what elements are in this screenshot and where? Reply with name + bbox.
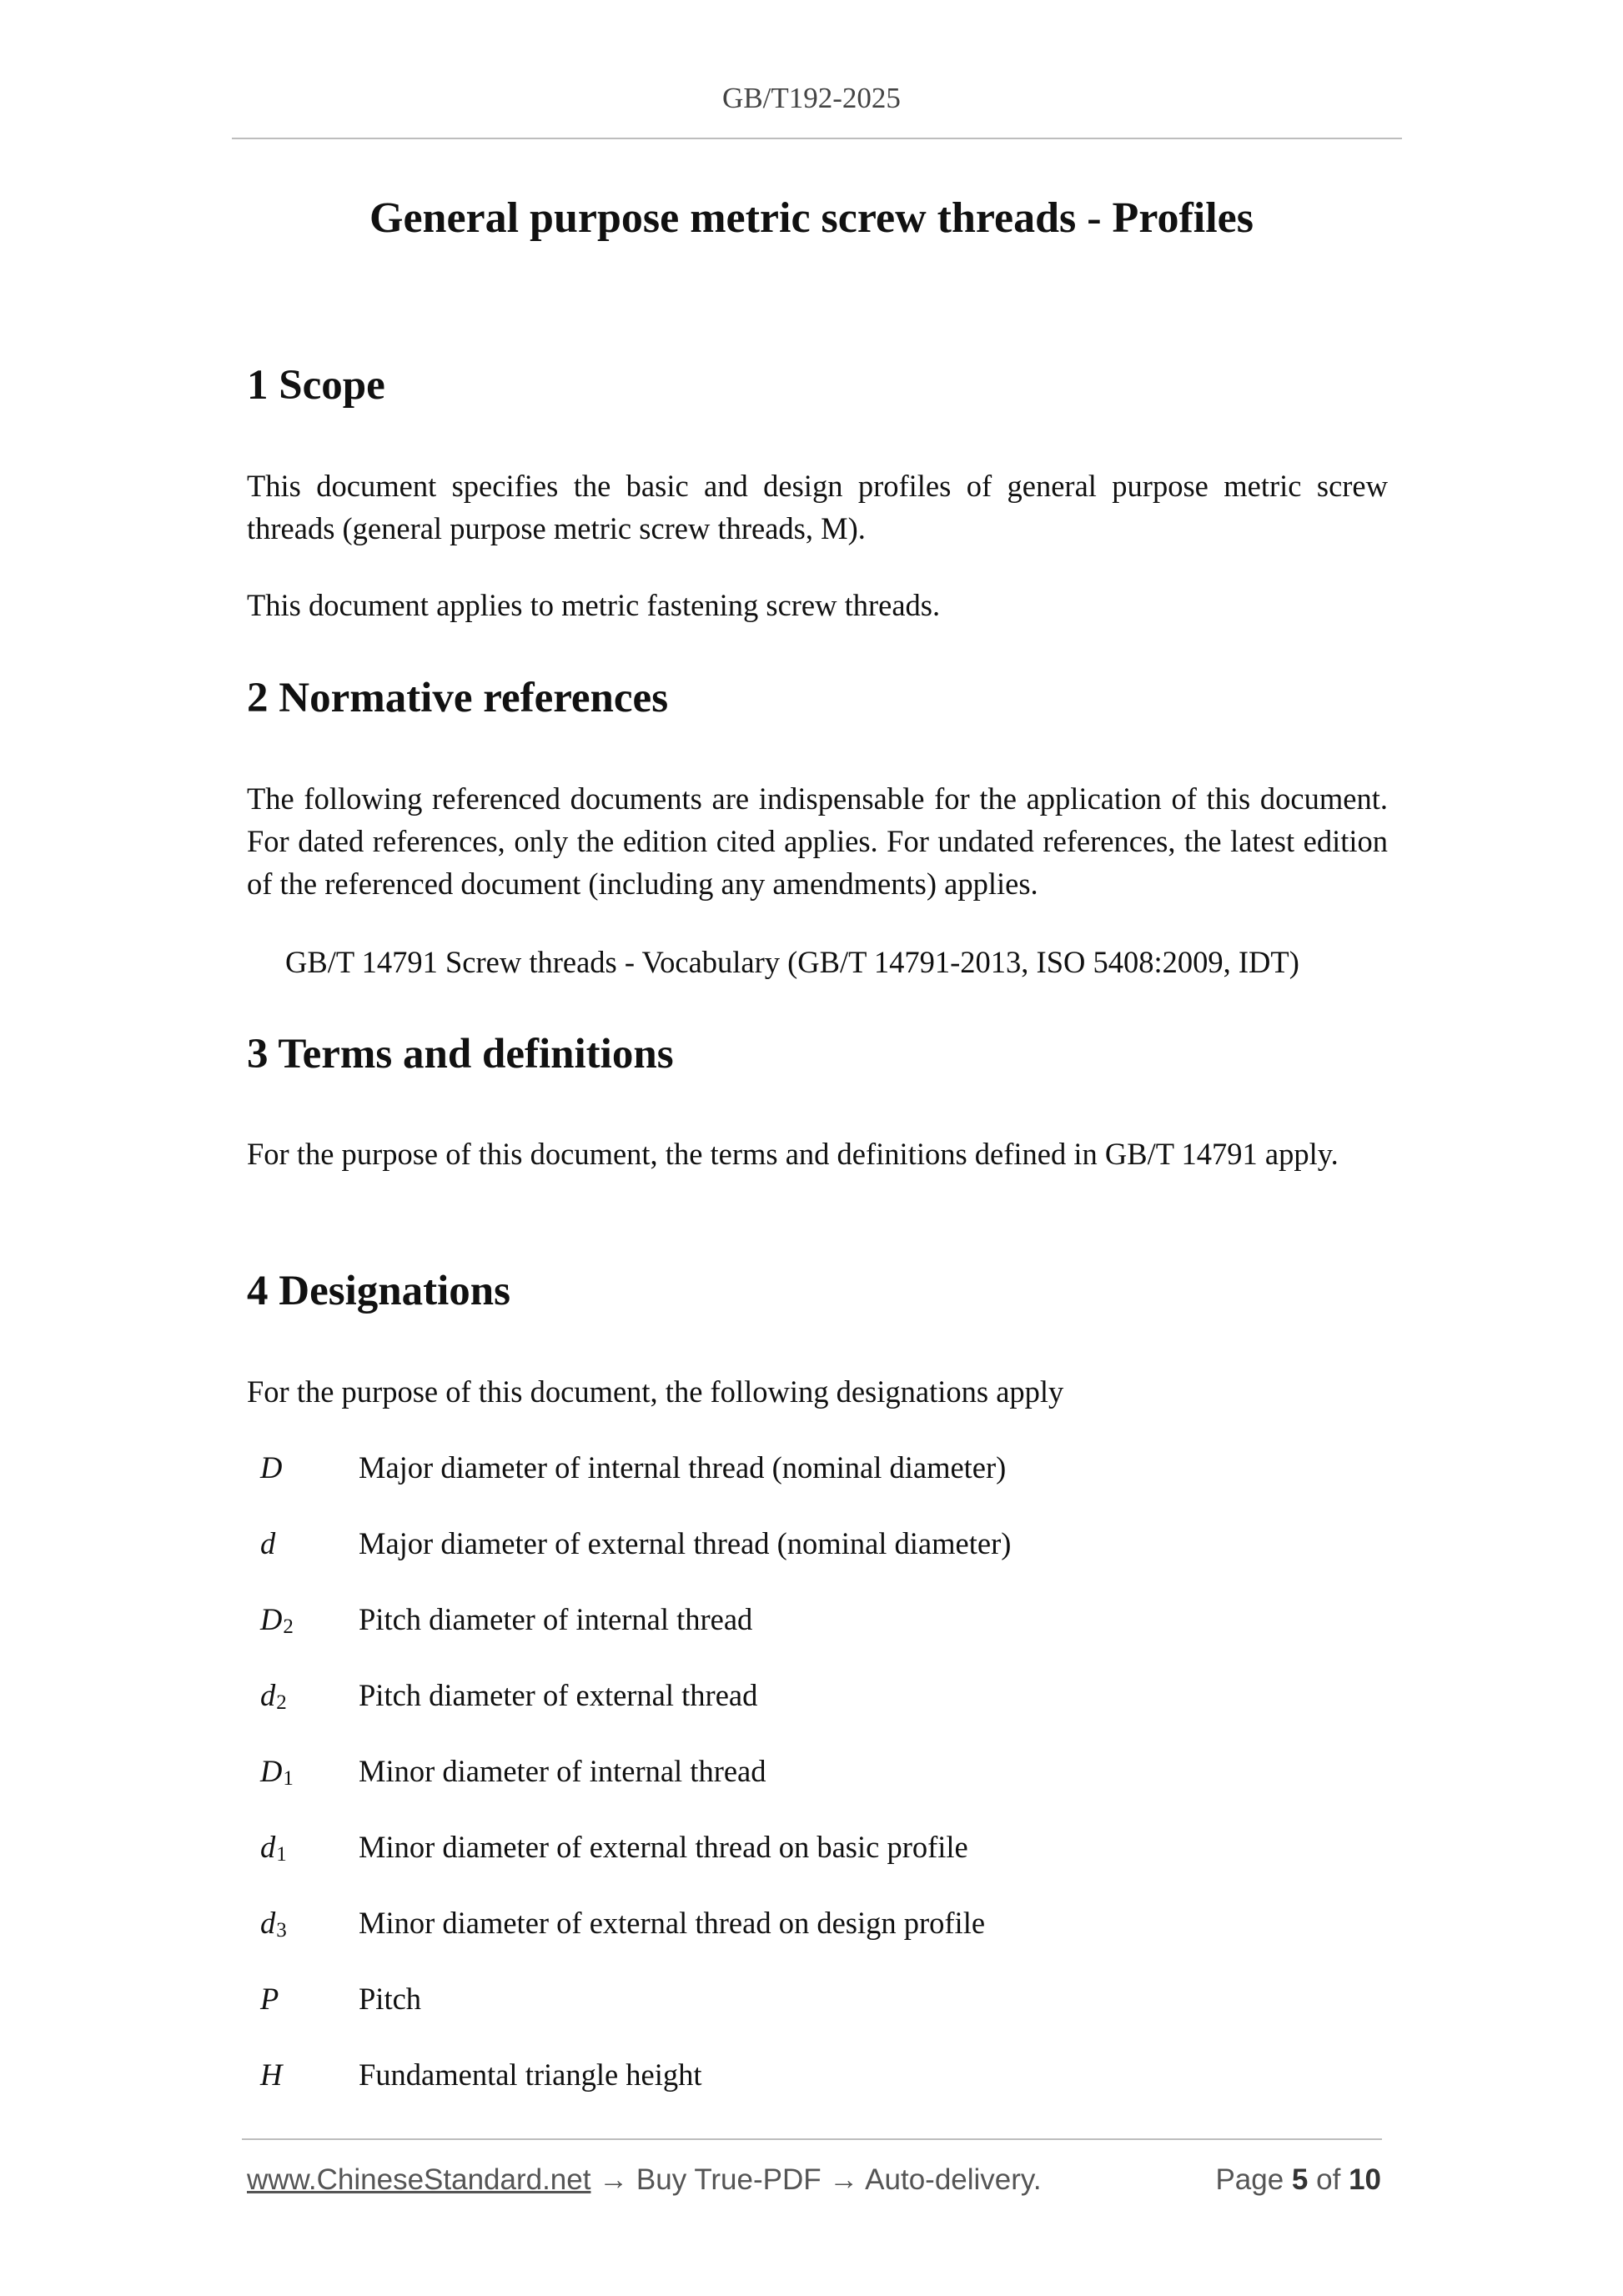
designation-symbol: D <box>260 1450 283 1485</box>
designation-symbol: d3 <box>260 1906 287 1942</box>
document-number: GB/T192-2025 <box>722 82 901 114</box>
designation-row <box>247 2053 1388 2096</box>
footer-divider <box>242 2138 1382 2140</box>
designation-symbol: D2 <box>260 1602 294 1638</box>
page-indicator <box>1215 2162 1381 2198</box>
designation-description: Major diameter of external thread (nominal diameter) <box>359 1526 1012 1560</box>
designations-intro: For the purpose of this document, the following designations apply <box>247 1374 1064 1409</box>
designation-symbol: d1 <box>260 1830 287 1866</box>
designation-row <box>247 1902 1388 1944</box>
designation-row <box>247 1826 1388 1868</box>
designation-row <box>247 1977 1388 2020</box>
page-current: 5 <box>1291 2163 1309 2196</box>
designation-symbol: D1 <box>260 1754 294 1790</box>
designation-symbol: P <box>260 1982 279 2016</box>
designation-row <box>247 1522 1388 1565</box>
designation-description: Fundamental triangle height <box>359 2057 702 2092</box>
normative-paragraph: The following referenced documents are indispensable for the application of this document. For dated references, only the edition cited applies. For undated references, the latest edition of the referenced document (including any amendments) applies. <box>247 781 1388 901</box>
page-of-label: of <box>1316 2163 1341 2196</box>
designation-symbol: d <box>260 1526 276 1560</box>
footer-promo <box>247 2162 1042 2198</box>
designation-description: Minor diameter of internal thread <box>359 1754 766 1788</box>
section-heading-terms-definitions: 3 Terms and definitions <box>247 1031 674 1078</box>
designation-symbol: d2 <box>260 1678 287 1714</box>
document-title: General purpose metric screw threads - Profiles <box>369 194 1254 242</box>
designation-description: Pitch diameter of internal thread <box>359 1602 753 1636</box>
website-link[interactable]: www.ChineseStandard.net <box>247 2163 591 2196</box>
header-divider <box>232 138 1402 139</box>
scope-paragraph-1: This document specifies the basic and design profiles of general purpose metric screw threads (general purpose metric screw threads, M). <box>247 469 1388 545</box>
normative-reference-item: GB/T 14791 Screw threads - Vocabulary (GB/T 14791-2013, ISO 5408:2009, IDT) <box>285 945 1299 979</box>
designation-description: Pitch <box>359 1982 422 2016</box>
designation-description: Pitch diameter of external thread <box>359 1678 758 1712</box>
designation-description: Major diameter of internal thread (nominal diameter) <box>359 1450 1007 1485</box>
section-heading-scope: 1 Scope <box>247 362 385 409</box>
designation-row <box>247 1598 1388 1640</box>
scope-paragraph-2: This document applies to metric fastening screw threads. <box>247 588 941 622</box>
page-header <box>0 82 1623 115</box>
section-heading-normative-references: 2 Normative references <box>247 675 669 721</box>
page-label: Page <box>1215 2163 1284 2196</box>
designation-symbol: H <box>260 2057 283 2092</box>
terms-paragraph: For the purpose of this document, the terms and definitions defined in GB/T 14791 apply. <box>247 1137 1339 1171</box>
designation-row <box>247 1750 1388 1792</box>
designation-row <box>247 1674 1388 1716</box>
designation-description: Minor diameter of external thread on design profile <box>359 1906 986 1940</box>
section-heading-designations: 4 Designations <box>247 1268 510 1314</box>
footer-promo-text: → Buy True-PDF → Auto-delivery. <box>590 2163 1042 2196</box>
page-total: 10 <box>1349 2163 1381 2196</box>
designation-row <box>247 1446 1388 1489</box>
designation-description: Minor diameter of external thread on basic profile <box>359 1830 968 1864</box>
